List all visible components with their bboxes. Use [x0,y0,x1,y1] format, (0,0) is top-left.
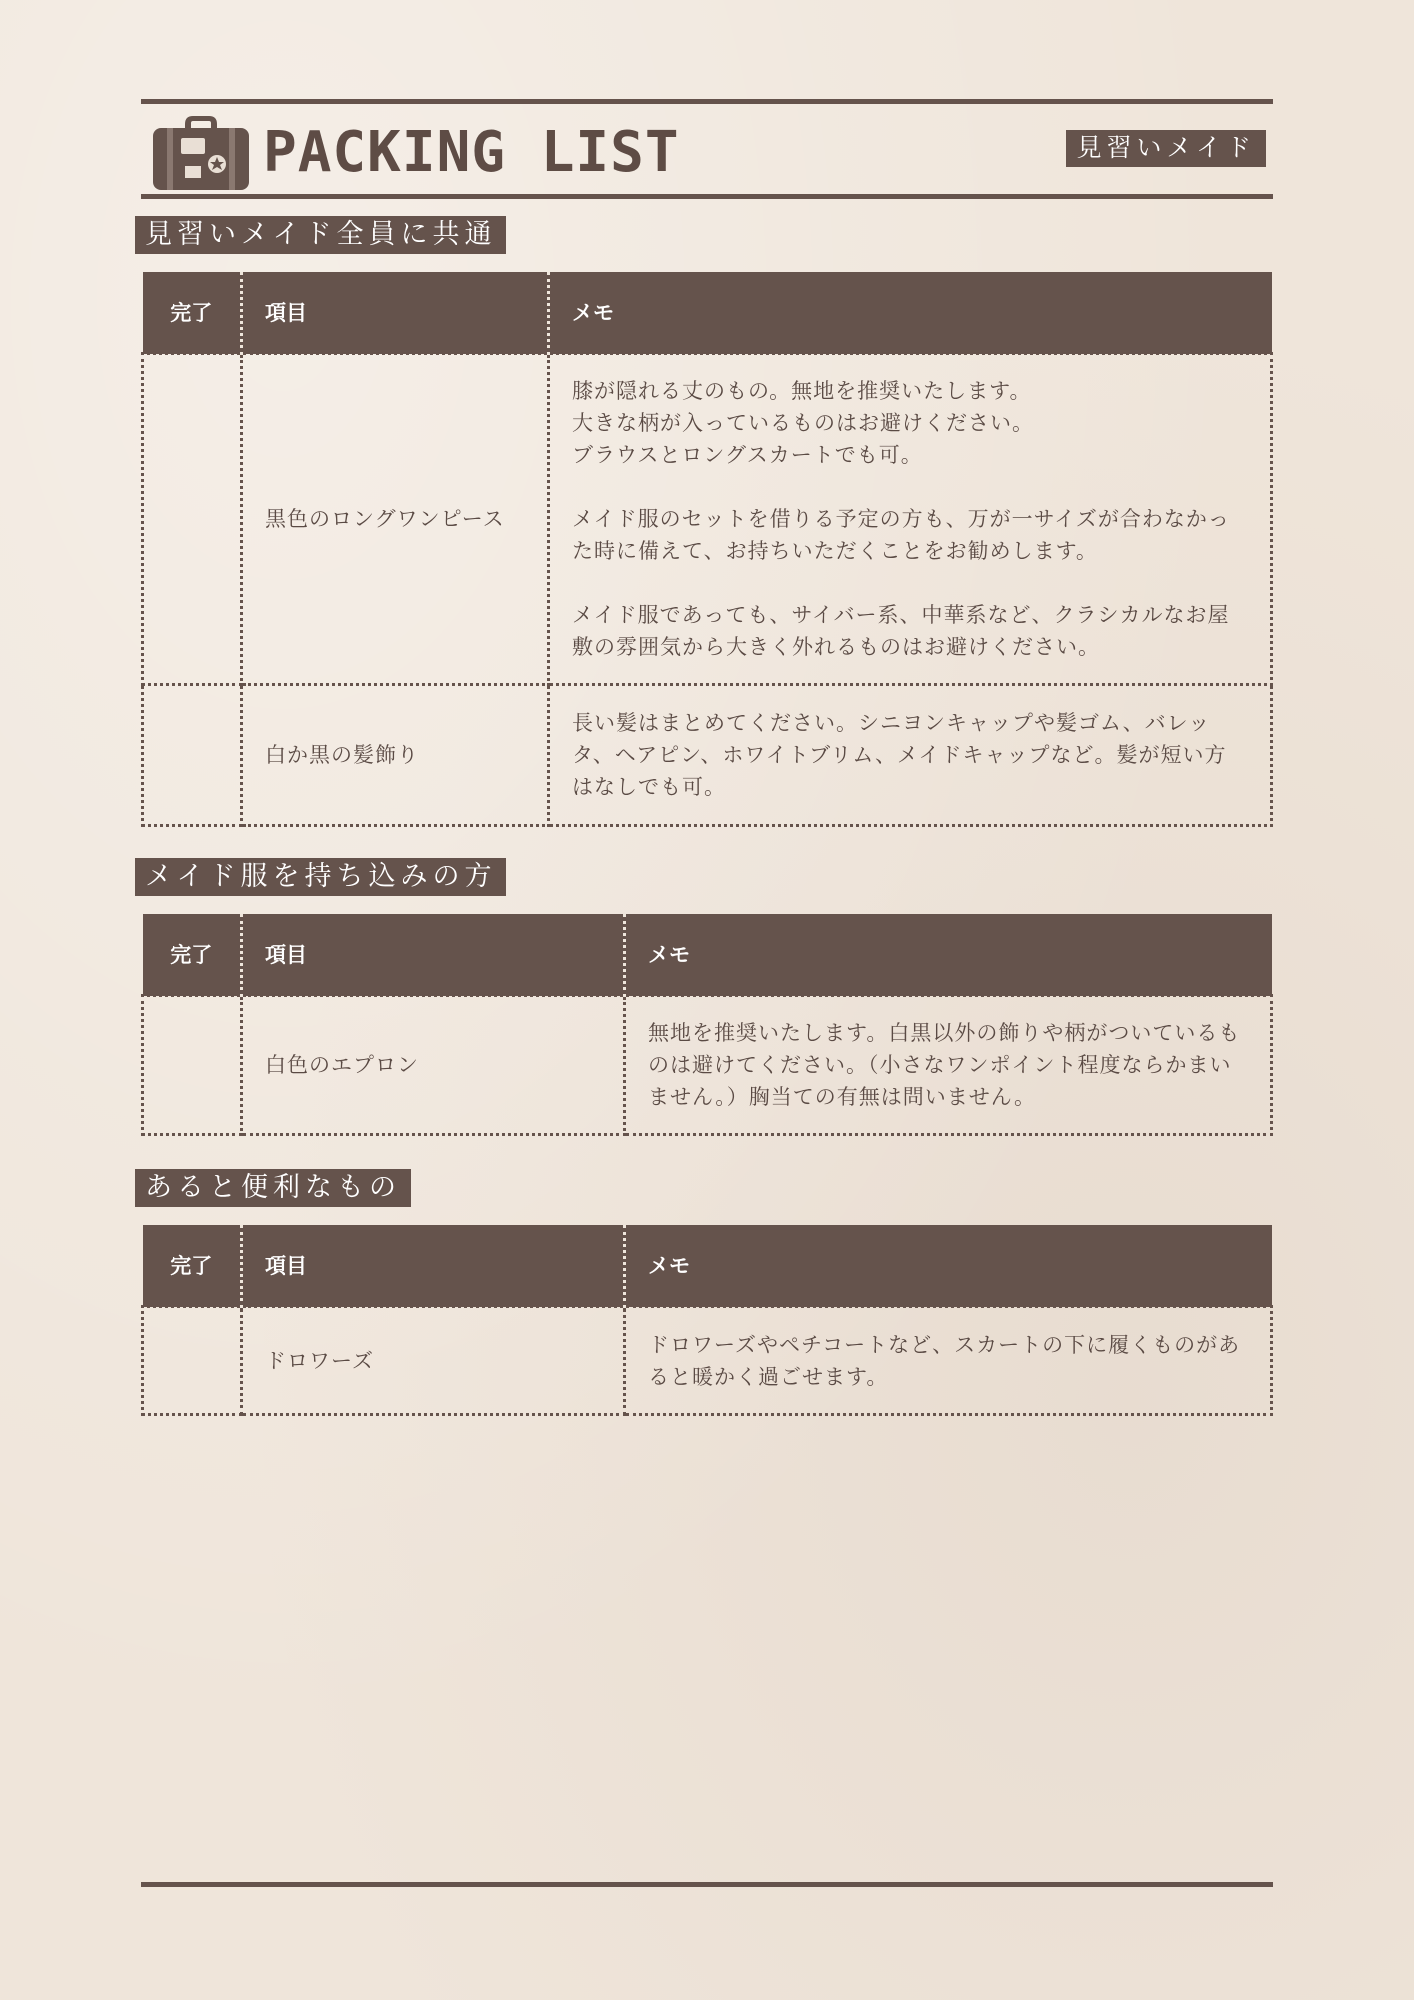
table-row [143,1307,1272,1415]
table-row [143,354,1272,685]
section-heading-own-uniform: メイド服を持ち込みの方 [135,858,506,896]
item-memo [549,685,1272,826]
suitcase-icon [151,114,251,192]
memo-paragraph: メイド服であっても、サイバー系、中華系など、クラシカルなお屋敷の雰囲気から大きく外れるものはお避けください。 [572,603,1230,659]
memo-paragraph: 膝が隠れる丈のもの。無地を推奨いたします。 大きな柄が入っているものはお避けください。 ブラウスとロングスカートでも可。 [572,379,1034,467]
footer-rule [141,1882,1273,1887]
packing-table-useful [141,1225,1273,1416]
column-header-done: 完了 [143,1225,242,1307]
done-checkbox-cell[interactable] [143,354,242,685]
role-badge: 見習いメイド [1066,130,1266,167]
column-header-item: 項目 [242,272,549,354]
memo-paragraph: 長い髪はまとめてください。シニヨンキャップや髪ゴム、バレッタ、ヘアピン、ホワイトブリム、メイドキャップなど。髪が短い方はなしでも可。 [572,711,1227,799]
column-header-memo: メモ [549,272,1272,354]
memo-paragraph: ドロワーズやペチコートなど、スカートの下に履くものがあると暖かく過ごせます。 [648,1332,1241,1389]
done-checkbox-cell[interactable] [143,996,242,1135]
section-heading-common: 見習いメイド全員に共通 [135,216,506,254]
column-header-done: 完了 [143,272,242,354]
item-memo [625,1307,1272,1415]
table-header-row [143,914,1272,996]
done-checkbox-cell[interactable] [143,685,242,826]
table-row [143,685,1272,826]
memo-paragraph: メイド服のセットを借りる予定の方も、万が一サイズが合わなかった時に備えて、お持ちいただくことをお勧めします。 [572,507,1230,563]
done-checkbox-cell[interactable] [143,1307,242,1415]
item-name: ドロワーズ [242,1307,625,1415]
table-header-row [143,272,1272,354]
item-name: 黒色のロングワンピース [242,354,549,685]
column-header-item: 項目 [242,1225,625,1307]
item-name: 白か黒の髪飾り [242,685,549,826]
item-memo [625,996,1272,1135]
column-header-item: 項目 [242,914,625,996]
item-name: 白色のエプロン [242,996,625,1135]
section-heading-useful: あると便利なもの [135,1169,411,1207]
table-row [143,996,1272,1135]
column-header-memo: メモ [625,1225,1272,1307]
column-header-done: 完了 [143,914,242,996]
item-memo [549,354,1272,685]
memo-paragraph: 無地を推奨いたします。白黒以外の飾りや柄がついているものは避けてください。（小さなワンポイント程度ならかまいません。）胸当ての有無は問いません。 [648,1021,1241,1109]
table-header-row [143,1225,1272,1307]
header-bottom-rule [141,194,1273,199]
page-header [141,106,1273,194]
packing-table-own-uniform [141,914,1273,1136]
column-header-memo: メモ [625,914,1272,996]
packing-table-common [141,272,1273,827]
page-title: PACKING LIST [263,120,680,185]
top-rule [141,99,1273,104]
